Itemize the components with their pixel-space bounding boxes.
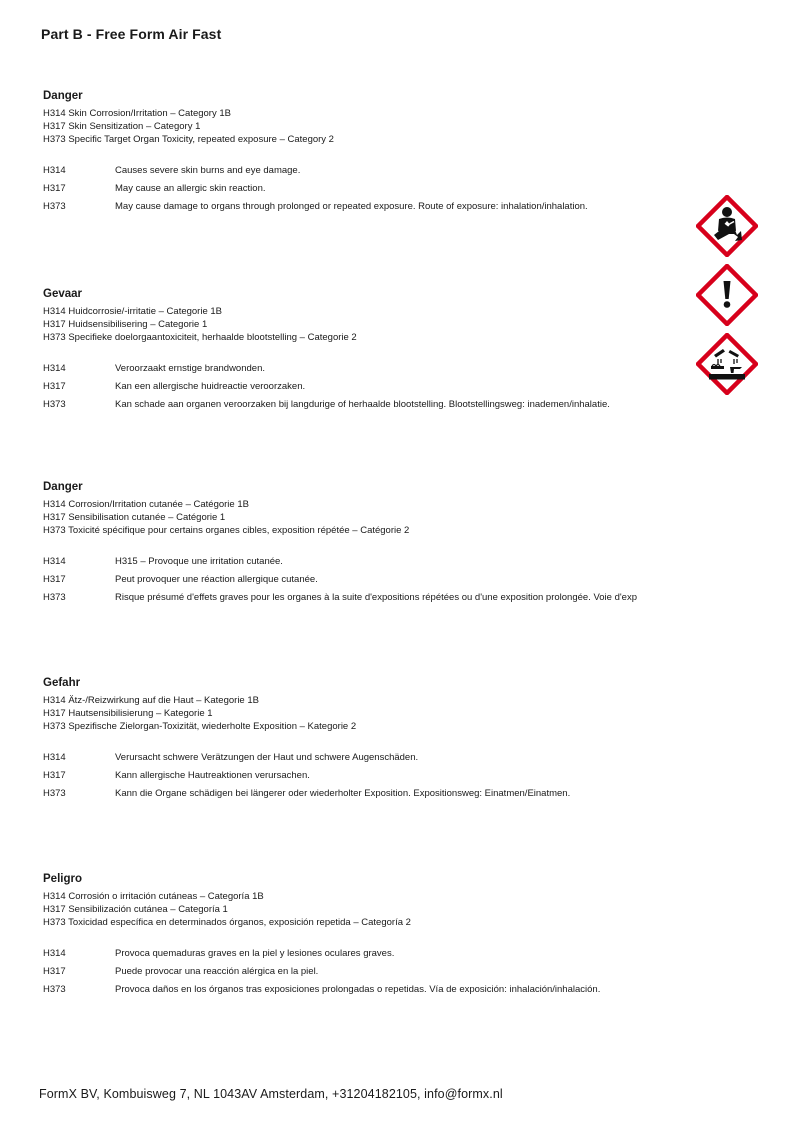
h-code: H314 [43,948,66,959]
hazard-section-dutch [43,287,693,416]
h-text: Provoca daños en los órganos tras exposiciones prolongadas o repetidas. Vía de exposición: inhalación/inhalación. [115,984,601,995]
h-text: Puede provocar una reacción alérgica en la piel. [115,966,319,977]
classification-line: H373 Spezifische Zielorgan-Toxizität, wiederholte Exposition – Kategorie 2 [43,721,357,732]
classification-line: H317 Hautsensibilisierung – Kategorie 1 [43,708,213,719]
h-code: H373 [43,399,66,410]
h-text: H315 – Provoque une irritation cutanée. [115,556,283,567]
exclamation-mark-icon [696,264,758,326]
h-code: H317 [43,381,66,392]
h-text: Kan schade aan organen veroorzaken bij langdurige of herhaalde blootstelling. Blootstellingsweg: inademen/inhalatie. [115,399,610,410]
hazard-statement [43,398,693,416]
h-code: H373 [43,788,66,799]
hazard-statements [43,362,693,416]
classification-line: H317 Huidsensibilisering – Categorie 1 [43,319,208,330]
hazard-statements [43,164,693,218]
h-code: H317 [43,770,66,781]
hazard-statement [43,200,693,218]
page-footer: FormX BV, Kombuisweg 7, NL 1043AV Amsterdam, +31204182105, info@formx.nl [39,1087,503,1101]
h-code: H317 [43,574,66,585]
hazard-statements [43,751,693,805]
h-text: Peut provoquer une réaction allergique cutanée. [115,574,318,585]
hazard-statement [43,573,693,591]
classification-line: H314 Skin Corrosion/Irritation – Category 1B [43,108,231,119]
hazard-section-spanish [43,872,693,1001]
hazard-statement [43,380,693,398]
h-code: H314 [43,363,66,374]
classification-line: H314 Ätz-/Reizwirkung auf die Haut – Kategorie 1B [43,695,259,706]
signal-word: Gefahr [43,677,81,689]
h-code: H373 [43,201,66,212]
hazard-statement [43,591,693,609]
h-code: H314 [43,165,66,176]
classification-line: H317 Skin Sensitization – Category 1 [43,121,201,132]
hazard-statement [43,965,693,983]
h-text: Kann allergische Hautreaktionen verursachen. [115,770,310,781]
hazard-statement [43,182,693,200]
hazard-statement [43,787,693,805]
corrosion-icon [696,333,758,395]
h-text: Veroorzaakt ernstige brandwonden. [115,363,265,374]
h-code: H317 [43,183,66,194]
classification-line: H373 Toxicité spécifique pour certains organes cibles, exposition répétée – Catégorie 2 [43,525,410,536]
h-text: Causes severe skin burns and eye damage. [115,165,301,176]
classification-line: H317 Sensibilisation cutanée – Catégorie 1 [43,512,226,523]
classification-line: H373 Toxicidad específica en determinados órganos, exposición repetida – Categoría 2 [43,917,411,928]
hazard-section-german [43,676,693,805]
signal-word: Gevaar [43,288,83,300]
hazard-statement [43,164,693,182]
h-text: Provoca quemaduras graves en la piel y lesiones oculares graves. [115,948,395,959]
hazard-statement [43,769,693,787]
hazard-statement [43,751,693,769]
hazard-statement [43,983,693,1001]
classification-line: H317 Sensibilización cutánea – Categoría 1 [43,904,228,915]
hazard-statement [43,362,693,380]
h-text: Risque présumé d'effets graves pour les organes à la suite d'expositions répétées ou d'une exposition prolongée. Voie d'exp [115,592,637,603]
hazard-statements [43,947,693,1001]
h-code: H373 [43,984,66,995]
h-code: H317 [43,966,66,977]
health-hazard-icon [696,195,758,257]
signal-word: Danger [43,481,83,493]
classification-line: H373 Specific Target Organ Toxicity, repeated exposure – Category 2 [43,134,334,145]
hazard-section-french [43,480,693,609]
h-text: May cause damage to organs through prolonged or repeated exposure. Route of exposure: inhalation/inhalation. [115,201,588,212]
h-code: H314 [43,752,66,763]
hazard-statement [43,947,693,965]
classification-line: H314 Huidcorrosie/-irritatie – Categorie 1B [43,306,222,317]
page-title: Part B - Free Form Air Fast [41,26,222,42]
h-code: H373 [43,592,66,603]
h-code: H314 [43,556,66,567]
h-text: May cause an allergic skin reaction. [115,183,266,194]
classification-line: H373 Specifieke doelorgaantoxiciteit, herhaalde blootstelling – Categorie 2 [43,332,357,343]
h-text: Kann die Organe schädigen bei längerer oder wiederholter Exposition. Expositionsweg: Einatmen/Einatmen. [115,788,571,799]
h-text: Kan een allergische huidreactie veroorzaken. [115,381,306,392]
h-text: Verursacht schwere Verätzungen der Haut und schwere Augenschäden. [115,752,419,763]
classification-line: H314 Corrosion/Irritation cutanée – Catégorie 1B [43,499,249,510]
signal-word: Danger [43,90,83,102]
hazard-statements [43,555,693,609]
signal-word: Peligro [43,873,82,885]
hazard-section-english [43,89,693,218]
classification-line: H314 Corrosión o irritación cutáneas – Categoría 1B [43,891,264,902]
hazard-statement [43,555,693,573]
